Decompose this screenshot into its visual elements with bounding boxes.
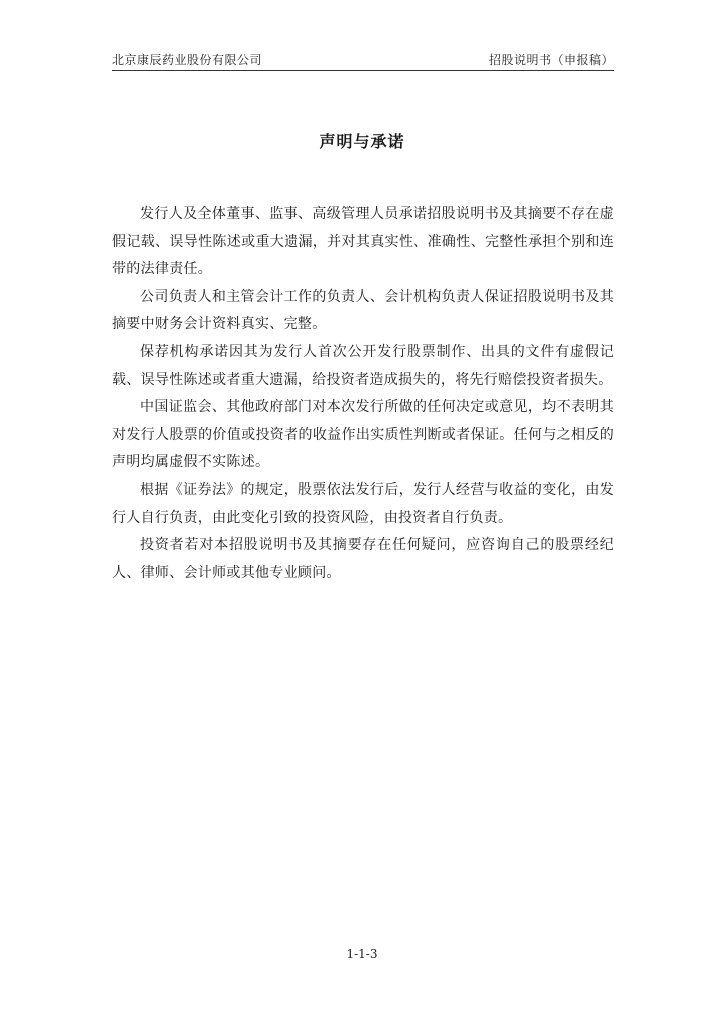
header-document-type: 招股说明书（申报稿） <box>488 53 614 67</box>
paragraph-financial-accuracy: 公司负责人和主管会计工作的负责人、会计机构负责人保证招股说明书及其摘要中财务会计资料真实、完整。 <box>112 288 614 333</box>
page-number: 1-1-3 <box>346 947 378 961</box>
header-company-name: 北京康辰药业股份有限公司 <box>112 53 263 67</box>
page-title: 声明与承诺 <box>319 132 405 151</box>
statement-body <box>112 201 614 587</box>
header-divider <box>112 70 614 71</box>
paragraph-sponsor-commitment: 保荐机构承诺因其为发行人首次公开发行股票制作、出具的文件有虚假记载、误导性陈述或者重大遗漏，给投资者造成损失的，将先行赔偿投资者损失。 <box>112 343 614 388</box>
page-header <box>112 52 614 70</box>
paragraph-investor-advice: 投资者若对本招股说明书及其摘要存在任何疑问，应咨询自己的股票经纪人、律师、会计师或其他专业顾问。 <box>112 537 614 581</box>
paragraph-securities-law: 根据《证券法》的规定，股票依法发行后，发行人经营与收益的变化，由发行人自行负责，由此变化引致的投资风险，由投资者自行负责。 <box>112 481 614 526</box>
paragraph-issuer-commitment: 发行人及全体董事、监事、高级管理人员承诺招股说明书及其摘要不存在虚假记载、误导性陈述或重大遗漏，并对其真实性、准确性、完整性承担个别和连带的法律责任。 <box>112 206 614 278</box>
paragraph-csrc-disclaimer: 中国证监会、其他政府部门对本次发行所做的任何决定或意见，均不表明其对发行人股票的价值或投资者的收益作出实质性判断或者保证。任何与之相反的声明均属虚假不实陈述。 <box>112 399 614 471</box>
